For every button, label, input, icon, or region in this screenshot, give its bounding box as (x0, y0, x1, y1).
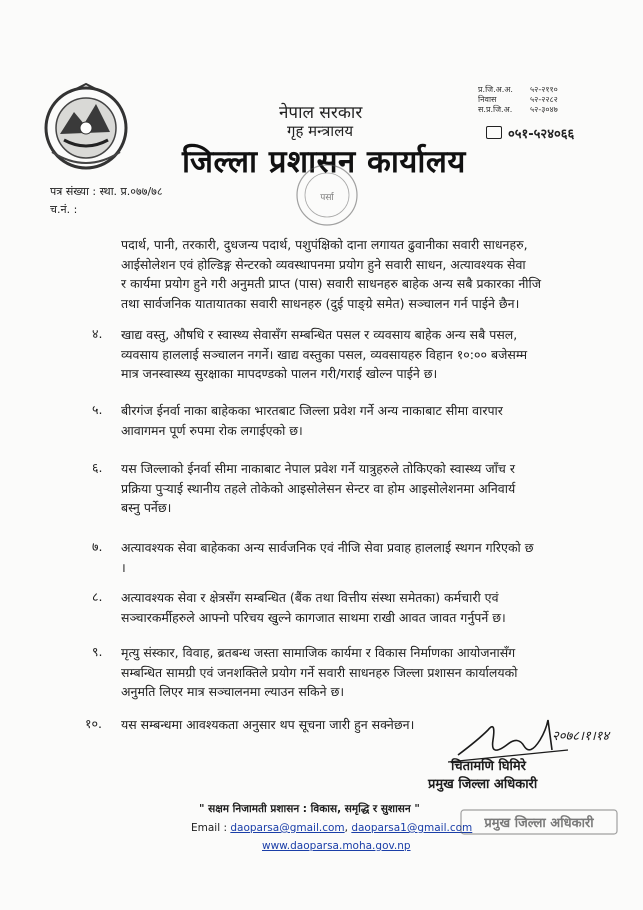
text-line: आवागमन पूर्ण रुपमा रोक लगाईएको छ। (121, 422, 303, 438)
website-link[interactable]: www.daoparsa.moha.gov.np (262, 840, 411, 852)
text-line: प्रक्रिया पुऱ्याई स्थानीय तहले तोकेको आइसोलेसन सेन्टर वा होम आइसोलेशनमा अनिवार्य (121, 480, 516, 496)
svg-text:पर्सा: पर्सा (320, 193, 334, 203)
email-link[interactable]: daoparsa1@gmail.com (351, 822, 473, 834)
intro-paragraph (121, 235, 601, 313)
item-number: ४. (92, 326, 103, 341)
contact-value: ५२-३०४७ (530, 105, 558, 114)
text-line: व्यवसाय हाललाई सञ्चालन नगर्ने। खाद्य वस्तुका पसल, व्यवसायहरु विहान १०:०० बजेसम्म (121, 346, 528, 362)
text-line: पदार्थ, पानी, तरकारी, दुधजन्य पदार्थ, पशुपंक्षिको दाना लगायत ढुवानीका सवारी साधनहरु, (121, 237, 528, 252)
text-line: अनुमति लिएर मात्र सञ्चालनमा ल्याउन सकिने छ। (121, 684, 345, 699)
ministry-name: गृह मन्त्रालय (287, 122, 354, 140)
email-separator: , (344, 822, 348, 834)
item-number: ५. (92, 402, 103, 417)
contact-label: निवास (478, 95, 497, 104)
item-number: ९. (92, 644, 103, 659)
stamp-text: प्रमुख जिल्ला अधिकारी (484, 816, 594, 831)
signature-date: २०७८।१।१४ (552, 729, 610, 744)
fax-icon (486, 126, 502, 139)
contact-label: प्र.जि.अ.अ. (478, 85, 513, 94)
dispatch-number: च.नं. : (50, 203, 78, 216)
text-line: र कार्यमा प्रयोग हुने गरी अनुमती प्राप्त (पास) सवारी साधनहरु बाहेक अन्य सबै प्रकारका नीजि (121, 276, 542, 291)
contact-value: ५२-२११० (530, 85, 558, 94)
text-line: आईसोलेशन एवं होल्डिङ्ग सेन्टरको व्यवस्थापनमा प्रयोग हुने सवारी साधन, अत्यावश्यक सेवा (121, 256, 526, 272)
contact-row (478, 85, 558, 95)
text-line: सम्बन्धित सामग्री एवं जनशक्तिले प्रयोग गर्ने सवारी साधनहरु जिल्ला प्रशासन कार्यालयको (121, 664, 518, 680)
text-line: तथा सार्वजनिक यातायातका सवारी साधनहरु (दुई पाङ्ग्रे समेत) सञ्चालन गर्न पाईने छैन। (121, 295, 520, 311)
text-line: यस सम्बन्धमा आवश्यकता अनुसार थप सूचना जारी हुन सक्नेछन। (121, 717, 415, 732)
contact-value: ५२-२२८२ (530, 95, 558, 104)
text-line: । (121, 559, 126, 575)
office-round-stamp (292, 160, 362, 230)
signer-name: चितामणि घिमिरे (451, 759, 526, 774)
text-line: बस्नु पर्नेछ। (121, 500, 172, 515)
fax-value: ०५१-५२४०६६ (508, 127, 575, 142)
email-link[interactable]: daoparsa@gmail.com (230, 822, 345, 834)
contact-row (478, 95, 558, 105)
contact-label: स.प्र.जि.अ. (478, 105, 513, 114)
text-line: अत्यावश्यक सेवा बाहेकका अन्य सार्वजनिक एवं नीजि सेवा प्रवाह हाललाई स्थगन गरिएको छ (121, 540, 534, 555)
list-item (121, 538, 601, 577)
reference-number: पत्र संख्या : स्था. प्र.०७७/७८ (50, 185, 163, 198)
email-label: Email : (191, 822, 228, 834)
item-number: ८. (92, 589, 103, 604)
item-number: ६. (92, 460, 103, 475)
list-item (121, 325, 601, 384)
designation-stamp (459, 808, 619, 836)
text-line: यस जिल्लाको ईनर्वा सीमा नाकाबाट नेपाल प्रवेश गर्ने यात्रुहरुले तोकिएको स्वास्थ्य जाँच र (121, 461, 515, 476)
list-item (121, 459, 601, 518)
contact-numbers (478, 85, 558, 115)
fax-number (486, 124, 574, 142)
text-line: बीरगंज ईनर्वा नाका बाहेकका भारतबाट जिल्ला प्रवेश गर्ने अन्य नाकाबाट सीमा वारपार (121, 403, 503, 418)
office-title: जिल्ला प्रशासन कार्यालय (182, 144, 466, 180)
list-item (121, 401, 601, 440)
contact-row (478, 105, 558, 115)
text-line: मृत्यु संस्कार, विवाह, ब्रतबन्ध जस्ता सामाजिक कार्यमा र विकास निर्माणका आयोजनासँग (121, 645, 516, 660)
text-line: मात्र जनस्वास्थ्य सुरक्षाका मापदण्डको पालन गरी/गराई खोल्न पाईने छ। (121, 366, 438, 381)
text-line: अत्यावश्यक सेवा र क्षेत्रसँग सम्बन्धित (बैंक तथा वित्तीय संस्था समेतका) कर्मचारी एवं (121, 590, 499, 605)
text-line: सञ्चारकर्मीहरुले आफ्नो परिचय खुल्ने कागजात साथमा राखी आवत जावत गर्नुपर्ने छ। (121, 609, 506, 625)
text-line: खाद्य वस्तु, औषधि र स्वास्थ्य सेवासँग सम्बन्धित पसल र व्यवसाय बाहेक अन्य सबै पसल, (121, 327, 518, 342)
list-item (121, 588, 601, 627)
footer-motto: " सक्षम निजामती प्रशासन : विकास, समृद्धि र सुशासन " (199, 803, 420, 815)
item-number: ७. (92, 539, 103, 554)
item-number: १०. (85, 716, 102, 731)
nepal-emblem-icon (40, 82, 132, 174)
list-item (121, 643, 601, 702)
footer-email (191, 822, 472, 834)
signer-title: प्रमुख जिल्ला अधिकारी (428, 777, 538, 792)
government-name: नेपाल सरकार (279, 103, 363, 123)
